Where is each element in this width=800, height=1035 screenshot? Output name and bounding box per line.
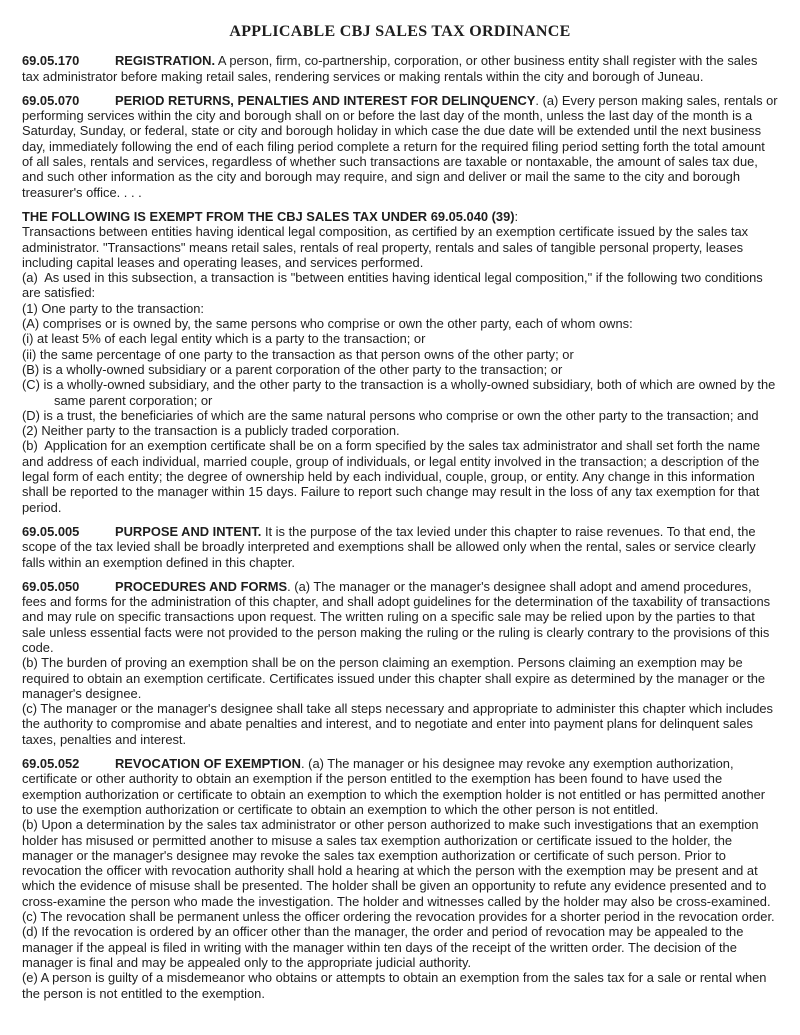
paragraph (22, 756, 778, 817)
section-heading: PERIOD RETURNS, PENALTIES AND INTEREST FOR DELINQUENCY (115, 92, 536, 108)
section-heading: PURPOSE AND INTENT. (115, 523, 262, 539)
section-heading: REVOCATION OF EXEMPTION (115, 756, 301, 772)
section-heading: REGISTRATION. (115, 53, 216, 69)
paragraph-b: (b) Upon a determination by the sales tax administrator or other person authorized to make such investigations that an exemption holder has misused or permitted another to misuse a sales tax exemption authorization or certificate issued to the holder, the manager or the manager's designee may revoke the sales tax exemption authorization or certificate of such person. Prior to revocation the officer with revocation authority shall hold a hearing at which the person with the exemption may be present and at which the evidence of misuse shall be presented. The holder shall be given an opportunity to refute any evidence presented and to cross-examine the person who made the investigation. The holder and witnesses called by the holder may also be cross-examined. (22, 817, 771, 909)
paragraph-c: (c) The revocation shall be permanent unless the officer ordering the revocation provides for a shorter period in the revocation order. (22, 909, 775, 925)
section-body-text: It is the purpose of the tax levied under this chapter to raise revenues. To that end, the scope of the tax levied shall be broadly interpreted and exemptions shall be allowed only when the rental, sales or service clearly falls within an exemption defined in this chapter. (22, 523, 756, 570)
paragraph-c: (c) The manager or the manager's designee shall take all steps necessary and appropriate to administer this chapter which includes the authority to compromise and abate penalties and interest, and to negotiate and enter into payment plans for delinquent sales taxes, penalties and interest. (22, 701, 773, 747)
section-procedures (22, 579, 778, 747)
paragraph (22, 53, 778, 84)
exemption-heading-suffix: : (514, 208, 519, 224)
exemption-item-1: (1) One party to the transaction: (22, 300, 204, 316)
exemption-item-b: (b) Application for an exemption certificate shall be on a form specified by the sales tax administrator and shall set forth the name and address of each individual, married couple, group of individuals, or legal entity involved in the transaction; a description of the legal form of each entity; the degree of ownership held by each individual, couple, group, or entity. Any change in this information shall be reported to the manager within 15 days. Failure to report such change may result in the loss of any tax exemption for that period. (22, 438, 761, 515)
exemption-item-2: (2) Neither party to the transaction is a publicly traded corporation. (22, 423, 400, 439)
paragraph (22, 524, 778, 570)
section-body-text: . (a) Every person making sales, rentals or performing services within the city and borough shall on or before the last day of the month, unless the last day of the month is a Saturday, Sunday, or federal, state or city and borough holiday in which case the due date will be extended until the next business day, immediately following the end of each filing period complete a return for the required filing period setting forth the total amount of all sales, rentals and services, regardless of whether such transactions are taxable or nontaxable, the amount of sales tax due, and such other information as the city and borough may require, and sign and deliver or mail the same to the city and borough treasurer's office. . . . (22, 92, 778, 200)
section-registration (22, 53, 778, 84)
section-heading: PROCEDURES AND FORMS (115, 578, 288, 594)
section-revocation (22, 756, 778, 1001)
section-number: 69.05.005 (22, 523, 80, 539)
paragraph (22, 93, 778, 200)
exemption-item-C: (C) is a wholly-owned subsidiary, and the other party to the transaction is a wholly-owned subsidiary, both of which are owned by the same parent corporation; or (22, 377, 776, 408)
exemption-item-B: (B) is a wholly-owned subsidiary or a parent corporation of the other party to the transaction; or (22, 361, 563, 377)
exemption-item-A: (A) comprises or is owned by, the same persons who comprise or own the other party, each of whom owns: (22, 316, 633, 332)
section-purpose (22, 524, 778, 570)
exemption-heading-line (22, 209, 778, 224)
section-body-text: . (a) The manager or the manager's designee shall adopt and amend procedures, fees and forms for the administration of this chapter, and shall adopt guidelines for the determination of the taxability of transactions and may rule on specific transactions upon request. The written ruling on a specific sale may be relied upon by the parties to that sale unless essential facts were not provided to the person making the ruling or the ruling is clearly contrary to the provisions of this code. (22, 578, 771, 655)
paragraph-d: (d) If the revocation is ordered by an officer other than the manager, the order and period of revocation may be appealed to the manager if the appeal is filed in writing with the manager within ten days of the receipt of the written order. The decision of the manager is final and may be appealed only to the appropriate judicial authority. (22, 924, 744, 970)
paragraph-e: (e) A person is guilty of a misdemeanor who obtains or attempts to obtain an exemption from the sales tax for a sale or rental when the person is not entitled to the exemption. (22, 970, 767, 1001)
section-number: 69.05.050 (22, 578, 80, 594)
document-title: APPLICABLE CBJ SALES TAX ORDINANCE (229, 23, 571, 40)
exemption-block (22, 209, 778, 515)
section-period-returns (22, 93, 778, 200)
exemption-intro: Transactions between entities having identical legal composition, as certified by an exemption certificate issued by the sales tax administrator. "Transactions" means retail sales, rentals of real property, rentals and sales of tangible personal property, leases including capital leases and operating leases, and services performed. (22, 224, 749, 270)
exemption-item-i: (i) at least 5% of each legal entity which is a party to the transaction; or (22, 331, 426, 347)
section-number: 69.05.170 (22, 53, 80, 69)
paragraph (22, 579, 778, 655)
section-body-text: A person, firm, co-partnership, corporation, or other business entity shall register with the sales tax administrator before making retail sales, rendering services or making rentals within the city and borough of Juneau. (22, 53, 758, 84)
section-body-text: . (a) The manager or his designee may revoke any exemption authorization, certificate or other authority to obtain an exemption if the person entitled to the exemption has been found to have used the exemption authorization or certificate to obtain an exemption to which the exemption holder is not entitled or has permitted another to use the exemption authorization or certificate to obtain an exemption to which the other person is not entitled. (22, 756, 766, 817)
exemption-heading: THE FOLLOWING IS EXEMPT FROM THE CBJ SALES TAX UNDER 69.05.040 (39) (22, 208, 515, 224)
exemption-item-D: (D) is a trust, the beneficiaries of which are the same natural persons who comprise or own the other party to the transaction; and (22, 407, 759, 423)
paragraph-b: (b) The burden of proving an exemption shall be on the person claiming an exemption. Persons claiming an exemption may be required to obtain an exemption certificate. Certificates issued under this chapter shall expire as determined by the manager or the manager's designee. (22, 655, 766, 701)
section-number: 69.05.070 (22, 92, 80, 108)
section-number: 69.05.052 (22, 756, 80, 772)
exemption-item-ii: (ii) the same percentage of one party to the transaction as that person owns of the other party; or (22, 346, 574, 362)
exemption-item-a: (a) As used in this subsection, a transaction is "between entities having identical legal composition," if the following two conditions are satisfied: (22, 270, 763, 301)
